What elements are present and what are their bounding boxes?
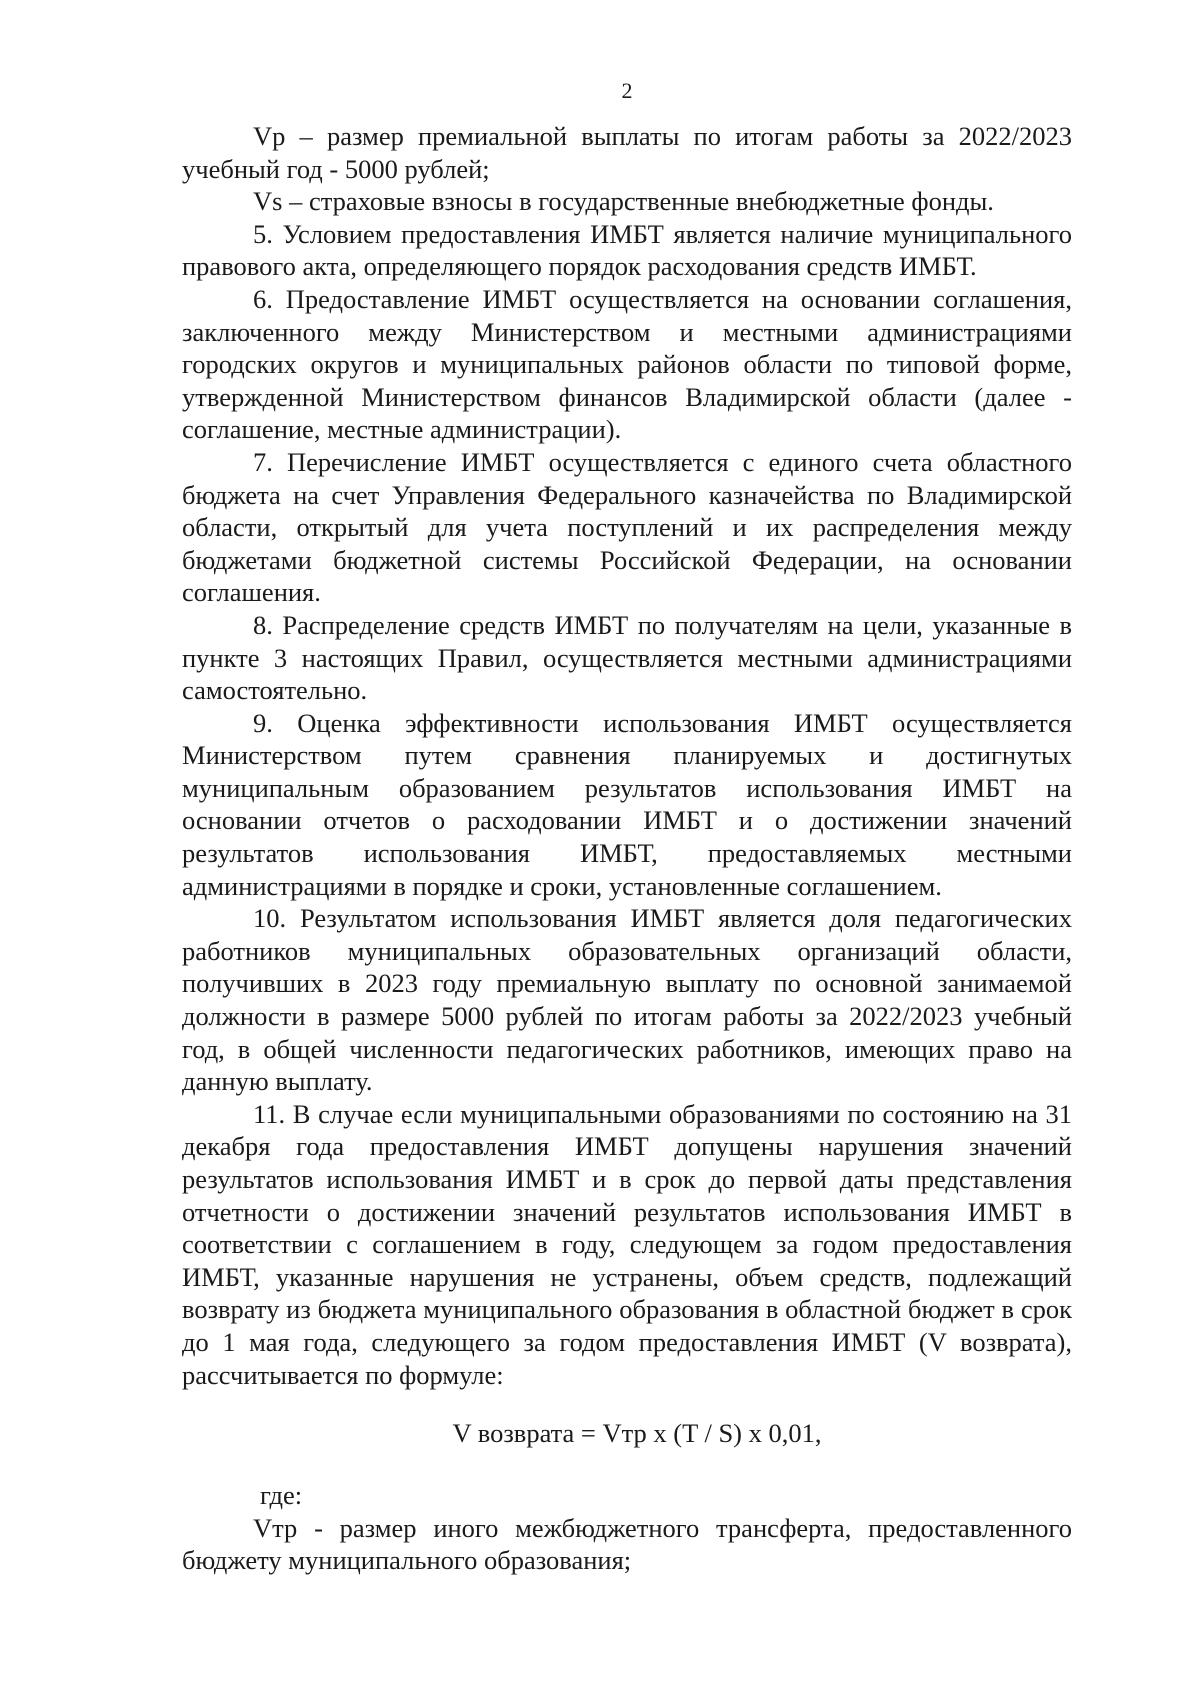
formula: V возврата = Vтр x (T / S) x 0,01, (452, 1418, 822, 1449)
paragraph-6: 6. Предоставление ИМБТ осуществляется на основании соглашения, заключенного между Министерством и местными администрациями городских округов и муниципальных районов области по типовой форме, утвержденной Министерством финансов Владимирской области (далее - соглашение, местные администрации). (182, 283, 1072, 445)
paragraph-8: 8. Распределение средств ИМБТ по получателям на цели, указанные в пункте 3 настоящих Правил, осуществляется местными администрациями самостоятельно. (182, 609, 1072, 706)
body-text-bottom (182, 1512, 1072, 1577)
paragraph-10: 10. Результатом использования ИМБТ является доля педагогических работников муниципальных образовательных организаций области, получивших в 2023 году премиальную выплату по основной занимаемой должности в размере 5000 рублей по итогам работы за 2022/2023 учебный год, в общей численности педагогических работников, имеющих право на данную выплату. (182, 903, 1072, 1097)
paragraph-9: 9. Оценка эффективности использования ИМБТ осуществляется Министерством путем сравнения планируемых и достигнутых муниципальным образованием результатов использования ИМБТ на основании отчетов о расходовании ИМБТ и о достижении значений результатов использования ИМБТ, предоставляемых местными администрациями в порядке и сроки, установленные соглашением. (182, 707, 1072, 901)
paragraph-7: 7. Перечисление ИМБТ осуществляется с единого счета областного бюджета на счет Управления Федерального казначейства по Владимирской области, открытый для учета поступлений и их распределения между бюджетами бюджетной системы Российской Федерации, на основании соглашения. (182, 446, 1072, 608)
paragraph-5: 5. Условием предоставления ИМБТ является наличие муниципального правового акта, определяющего порядок расходования средств ИМБТ. (182, 218, 1072, 282)
paragraph-vs: Vs – страховые взносы в государственные внебюджетные фонды. (253, 186, 994, 217)
paragraph-11: 11. В случае если муниципальными образованиями по состоянию на 31 декабря года предоставления ИМБТ допущены нарушения значений результатов использования ИМБТ и в срок до первой даты представления отчетности о достижении значений результатов использования ИМБТ в соответствии с соглашением в году, следующем за годом предоставления ИМБТ, указанные нарушения не устранены, объем средств, подлежащий возврату из бюджета муниципального образования в областной бюджет в срок до 1 мая года, следующего за годом предоставления ИМБТ (V возврата), рассчитывается по формуле: (182, 1098, 1072, 1390)
paragraph-vtr: Vтр - размер иного межбюджетного трансферта, предоставленного бюджету муниципального образования; (182, 1512, 1072, 1576)
paragraph-vr: Vр – размер премиальной выплаты по итогам работы за 2022/2023 учебный год - 5000 рублей; (182, 121, 1072, 184)
body-text-top (182, 120, 1072, 1391)
page-number: 2 (621, 78, 633, 103)
where-label: где: (260, 1480, 303, 1511)
